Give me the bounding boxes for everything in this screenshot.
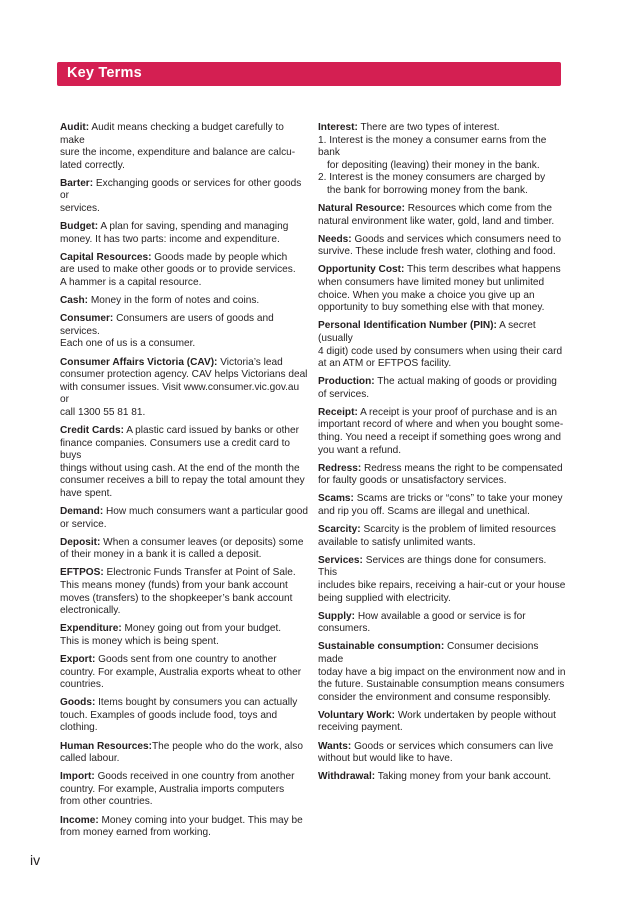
definition-text: when consumers have limited money but unlimited bbox=[318, 277, 545, 289]
glossary-term: Capital Resources: bbox=[60, 251, 152, 263]
definition-text: the future. Sustainable consumption means consumers bbox=[318, 679, 565, 691]
definition-text: Items bought by consumers you can actually bbox=[95, 697, 298, 709]
definition-text: This term describes what happens bbox=[404, 264, 561, 276]
definition-text: A hammer is a capital resource. bbox=[60, 277, 202, 289]
entry-line bbox=[318, 493, 566, 506]
definition-text: at an ATM or EFTPOS facility. bbox=[318, 358, 452, 370]
entry-line bbox=[60, 438, 310, 463]
entry-line bbox=[60, 667, 310, 680]
entry-line bbox=[318, 475, 566, 488]
glossary-right-column bbox=[318, 122, 566, 789]
entry-line bbox=[60, 815, 310, 828]
definition-text: money. It has two parts: income and expenditure. bbox=[60, 233, 280, 245]
entry-line bbox=[60, 697, 310, 710]
definition-text: electronically. bbox=[60, 605, 121, 617]
entry-line bbox=[60, 593, 310, 606]
glossary-term: Human Resources: bbox=[60, 740, 152, 752]
entry-line bbox=[60, 488, 310, 501]
definition-text: sure the income, expenditure and balance are calcu- bbox=[60, 147, 296, 159]
entry-line bbox=[60, 295, 310, 308]
entry-line bbox=[60, 122, 310, 147]
glossary-entry bbox=[318, 641, 566, 704]
definition-text: consumer protection agency. CAV helps Victorians deal bbox=[60, 369, 308, 381]
definition-text: clothing. bbox=[60, 722, 98, 734]
glossary-entry bbox=[318, 463, 566, 488]
entry-line bbox=[318, 389, 566, 402]
glossary-term: Consumer: bbox=[60, 313, 114, 325]
definition-text: country. For example, Australia imports computers bbox=[60, 783, 285, 795]
definition-text: you want a refund. bbox=[318, 444, 402, 456]
definition-text: A plan for saving, spending and managing bbox=[98, 221, 289, 233]
definition-text: important record of where and when you bought some- bbox=[318, 419, 564, 431]
definition-text: Goods made by people which bbox=[151, 251, 288, 263]
glossary-term: Barter: bbox=[60, 177, 94, 189]
entry-line bbox=[60, 425, 310, 438]
glossary-entry bbox=[60, 221, 310, 246]
entry-line bbox=[60, 277, 310, 290]
entry-line bbox=[60, 654, 310, 667]
definition-text: This is money which is being spent. bbox=[60, 635, 219, 647]
definition-text: Redress means the right to be compensated bbox=[361, 462, 563, 474]
glossary-entry bbox=[60, 537, 310, 562]
entry-line bbox=[318, 264, 566, 277]
page-number: iv bbox=[30, 852, 41, 868]
glossary-term: Sustainable consumption: bbox=[318, 641, 445, 653]
definition-text: available to satisfy unlimited wants. bbox=[318, 536, 476, 548]
definition-text: touch. Examples of goods include food, toys and bbox=[60, 709, 278, 721]
definition-text: consumers. bbox=[318, 623, 371, 635]
definition-text: How available a good or service is for bbox=[355, 610, 526, 622]
definition-text: A secret (usually bbox=[318, 320, 536, 344]
definition-text: of services. bbox=[318, 388, 370, 400]
definition-text: includes bike repairs, receiving a hair-cut or your house bbox=[318, 580, 566, 591]
entry-line bbox=[60, 537, 310, 550]
entry-line bbox=[318, 771, 566, 784]
entry-line bbox=[60, 549, 310, 562]
entry-line bbox=[318, 679, 566, 692]
glossary-term: Export: bbox=[60, 653, 96, 665]
entry-line bbox=[60, 753, 310, 766]
glossary-entry bbox=[60, 654, 310, 692]
definition-text: with consumer issues. Visit www.consumer.vic.gov.au or bbox=[60, 381, 300, 406]
definition-text: and rip you off. Scams are illegal and unethical. bbox=[318, 506, 530, 518]
definition-text: services. bbox=[60, 203, 100, 215]
entry-line bbox=[318, 432, 566, 445]
glossary-term: Interest: bbox=[318, 122, 358, 133]
entry-line bbox=[318, 160, 566, 173]
entry-line bbox=[318, 346, 566, 359]
definition-text: call 1300 55 81 81. bbox=[60, 406, 146, 418]
glossary-term: Expenditure: bbox=[60, 623, 122, 635]
glossary-entry bbox=[318, 407, 566, 457]
glossary-term: Supply: bbox=[318, 610, 356, 622]
entry-line bbox=[60, 160, 310, 173]
entry-line bbox=[318, 216, 566, 229]
glossary-entry bbox=[318, 234, 566, 259]
entry-line bbox=[318, 203, 566, 216]
definition-text: consider the environment and consume responsibly. bbox=[318, 691, 551, 703]
glossary-term: Production: bbox=[318, 376, 375, 388]
glossary-entry bbox=[60, 295, 310, 308]
definition-text: Money coming into your budget. This may be bbox=[98, 814, 303, 826]
definition-text: consumer receives a bill to repay the total amount they bbox=[60, 475, 305, 487]
entry-line bbox=[60, 338, 310, 351]
entry-line bbox=[318, 641, 566, 666]
entry-line bbox=[318, 172, 566, 185]
entry-line bbox=[60, 605, 310, 618]
entry-line bbox=[60, 710, 310, 723]
glossary-entry bbox=[318, 555, 566, 605]
entry-line bbox=[318, 611, 566, 624]
entry-line bbox=[60, 463, 310, 476]
glossary-entry bbox=[60, 357, 310, 420]
glossary-entry bbox=[60, 815, 310, 840]
entry-line bbox=[318, 290, 566, 303]
entry-line bbox=[60, 506, 310, 519]
glossary-entry bbox=[318, 320, 566, 370]
entry-line bbox=[318, 445, 566, 458]
entry-line bbox=[318, 580, 566, 593]
entry-line bbox=[318, 234, 566, 247]
entry-line bbox=[60, 313, 310, 338]
entry-line bbox=[318, 722, 566, 735]
definition-text: Scams are tricks or “cons” to take your money bbox=[353, 493, 563, 505]
glossary-entry bbox=[318, 203, 566, 228]
entry-line bbox=[318, 277, 566, 290]
entry-line bbox=[60, 382, 310, 407]
entry-line bbox=[318, 753, 566, 766]
page-title: Key Terms bbox=[67, 65, 142, 81]
glossary-entry bbox=[60, 623, 310, 648]
entry-line bbox=[60, 679, 310, 692]
entry-line bbox=[318, 376, 566, 389]
definition-text: There are two types of interest. bbox=[357, 122, 500, 133]
entry-line bbox=[60, 636, 310, 649]
entry-line bbox=[60, 519, 310, 532]
definition-text: A receipt is your proof of purchase and is an bbox=[357, 406, 558, 418]
glossary-term: Personal Identification Number (PIN): bbox=[318, 320, 497, 332]
glossary-entry bbox=[60, 697, 310, 735]
glossary-term: Services: bbox=[318, 554, 363, 566]
entry-line bbox=[318, 741, 566, 754]
entry-line bbox=[60, 771, 310, 784]
definition-text: Money going out from your budget. bbox=[121, 623, 282, 635]
definition-text: moves (transfers) to the shopkeeper’s bank account bbox=[60, 592, 293, 604]
entry-line bbox=[60, 234, 310, 247]
glossary-term: Deposit: bbox=[60, 536, 101, 548]
definition-text: receiving payment. bbox=[318, 722, 403, 734]
definition-text: How much consumers want a particular good bbox=[103, 506, 308, 518]
entry-line bbox=[60, 203, 310, 216]
glossary-term: Wants: bbox=[318, 740, 352, 752]
definition-text: 2. Interest is the money consumers are charged by bbox=[318, 172, 546, 184]
glossary-term: Income: bbox=[60, 814, 99, 826]
entry-line bbox=[60, 580, 310, 593]
definition-text: from money earned from working. bbox=[60, 827, 211, 839]
glossary-term: Scams: bbox=[318, 493, 354, 505]
definition-text: Exchanging goods or services for other goods or bbox=[60, 177, 302, 202]
definition-text: from other countries. bbox=[60, 796, 153, 808]
definition-text: countries. bbox=[60, 679, 104, 691]
entry-line bbox=[60, 623, 310, 636]
entry-line bbox=[60, 796, 310, 809]
glossary-term: Demand: bbox=[60, 506, 104, 518]
definition-text: Taking money from your bank account. bbox=[375, 771, 552, 783]
definition-text: called labour. bbox=[60, 753, 120, 765]
glossary-term: Cash: bbox=[60, 295, 89, 307]
entry-line bbox=[318, 246, 566, 259]
glossary-entry bbox=[318, 741, 566, 766]
definition-text: choice. When you make a choice you give up an bbox=[318, 289, 535, 301]
entry-line bbox=[318, 524, 566, 537]
entry-line bbox=[318, 623, 566, 636]
definition-text: When a consumer leaves (or deposits) some bbox=[100, 536, 304, 548]
entry-line bbox=[318, 506, 566, 519]
definition-text: Work undertaken by people without bbox=[395, 709, 556, 721]
glossary-entry bbox=[60, 178, 310, 216]
glossary-entry bbox=[60, 122, 310, 172]
entry-line bbox=[318, 407, 566, 420]
glossary-entry bbox=[318, 710, 566, 735]
definition-text: finance companies. Consumers use a credit card to buys bbox=[60, 437, 291, 462]
definition-text: This means money (funds) from your bank account bbox=[60, 580, 288, 591]
glossary-entry bbox=[318, 493, 566, 518]
definition-text: A plastic card issued by banks or other bbox=[123, 424, 300, 436]
entry-line bbox=[60, 741, 310, 754]
entry-line bbox=[60, 252, 310, 265]
glossary-term: Voluntary Work: bbox=[318, 709, 396, 721]
entry-line bbox=[60, 567, 310, 580]
entry-line bbox=[318, 667, 566, 680]
entry-line bbox=[318, 593, 566, 606]
entry-line bbox=[60, 475, 310, 488]
entry-line bbox=[318, 463, 566, 476]
definition-text: 1. Interest is the money a consumer earns from the bank bbox=[318, 134, 547, 159]
definition-text: Goods and services which consumers need to bbox=[351, 233, 561, 245]
entry-line bbox=[60, 357, 310, 370]
glossary-term: Import: bbox=[60, 771, 95, 783]
glossary-entry bbox=[318, 524, 566, 549]
entry-line bbox=[318, 135, 566, 160]
definition-text: for faulty goods or unsatisfactory services. bbox=[318, 475, 507, 487]
glossary-entry bbox=[60, 313, 310, 351]
definition-text: Services are things done for consumers. This bbox=[318, 554, 547, 579]
entry-line bbox=[60, 221, 310, 234]
glossary-term: EFTPOS: bbox=[60, 567, 104, 579]
glossary-term: Consumer Affairs Victoria (CAV): bbox=[60, 356, 218, 368]
glossary-term: Opportunity Cost: bbox=[318, 264, 405, 276]
entry-line bbox=[318, 185, 566, 198]
entry-line bbox=[60, 827, 310, 840]
definition-text: of their money in a bank it is called a deposit. bbox=[60, 549, 262, 561]
entry-line bbox=[60, 369, 310, 382]
entry-line bbox=[60, 178, 310, 203]
glossary-term: Goods: bbox=[60, 697, 96, 709]
definition-text: 4 digit) code used by consumers when using their card bbox=[318, 345, 563, 357]
definition-text: things without using cash. At the end of the month the bbox=[60, 462, 300, 474]
definition-text: Victoria’s lead bbox=[217, 356, 283, 368]
entry-line bbox=[60, 407, 310, 420]
glossary-term: Audit: bbox=[60, 122, 90, 133]
definition-text: The actual making of goods or providing bbox=[374, 376, 557, 388]
definition-text: have spent. bbox=[60, 487, 113, 499]
glossary-entry bbox=[60, 252, 310, 290]
definition-text: for depositing (leaving) their money in the bank. bbox=[327, 159, 540, 171]
glossary-term: Scarcity: bbox=[318, 524, 361, 536]
glossary-entry bbox=[318, 611, 566, 636]
definition-text: thing. You need a receipt if something goes wrong and bbox=[318, 432, 561, 444]
definition-text: Goods received in one country from another bbox=[94, 771, 295, 783]
definition-text: without but would like to have. bbox=[318, 753, 453, 765]
glossary-term: Needs: bbox=[318, 233, 352, 245]
definition-text: Goods sent from one country to another bbox=[95, 653, 277, 665]
glossary-left-column bbox=[60, 122, 310, 845]
glossary-entry bbox=[60, 567, 310, 617]
entry-line bbox=[318, 320, 566, 345]
definition-text: Each one of us is a consumer. bbox=[60, 338, 196, 350]
definition-text: Money in the form of notes and coins. bbox=[88, 295, 260, 307]
definition-text: Audit means checking a budget carefully to make bbox=[60, 122, 284, 146]
glossary-entry bbox=[60, 506, 310, 531]
entry-line bbox=[60, 147, 310, 160]
definition-text: the bank for borrowing money from the bank. bbox=[327, 184, 528, 196]
definition-text: today have a big impact on the environment now and in bbox=[318, 666, 566, 678]
glossary-term: Redress: bbox=[318, 462, 362, 474]
entry-line bbox=[318, 537, 566, 550]
definition-text: or service. bbox=[60, 518, 107, 530]
glossary-entry bbox=[318, 122, 566, 198]
definition-text: The people who do the work, also bbox=[152, 740, 303, 752]
definition-text: survive. These include fresh water, clothing and food. bbox=[318, 246, 556, 258]
definition-text: are used to make other goods or to provide services. bbox=[60, 264, 296, 276]
definition-text: lated correctly. bbox=[60, 159, 125, 171]
entry-line bbox=[318, 692, 566, 705]
entry-line bbox=[60, 722, 310, 735]
glossary-entry bbox=[60, 741, 310, 766]
definition-text: Goods or services which consumers can live bbox=[351, 740, 554, 752]
glossary-entry bbox=[60, 771, 310, 809]
definition-text: Scarcity is the problem of limited resources bbox=[360, 524, 556, 536]
glossary-entry bbox=[318, 376, 566, 401]
entry-line bbox=[318, 302, 566, 315]
glossary-term: Receipt: bbox=[318, 406, 358, 418]
definition-text: Resources which come from the bbox=[404, 203, 552, 215]
definition-text: natural environment like water, gold, land and timber. bbox=[318, 215, 555, 227]
entry-line bbox=[318, 358, 566, 371]
definition-text: Electronic Funds Transfer at Point of Sale. bbox=[103, 567, 296, 579]
glossary-term: Withdrawal: bbox=[318, 771, 376, 783]
key-terms-banner bbox=[57, 62, 561, 86]
definition-text: Consumers are users of goods and services. bbox=[60, 313, 274, 337]
entry-line bbox=[318, 419, 566, 432]
entry-line bbox=[60, 784, 310, 797]
entry-line bbox=[318, 710, 566, 723]
glossary-entry bbox=[318, 264, 566, 314]
glossary-term: Credit Cards: bbox=[60, 424, 124, 436]
definition-text: country. For example, Australia exports wheat to other bbox=[60, 666, 302, 678]
glossary-term: Budget: bbox=[60, 221, 99, 233]
definition-text: Consumer decisions made bbox=[318, 641, 539, 665]
glossary-entry bbox=[318, 771, 566, 784]
entry-line bbox=[318, 555, 566, 580]
definition-text: being supplied with electricity. bbox=[318, 592, 451, 604]
entry-line bbox=[60, 264, 310, 277]
glossary-entry bbox=[60, 425, 310, 501]
glossary-term: Natural Resource: bbox=[318, 203, 405, 215]
entry-line bbox=[318, 122, 566, 135]
definition-text: opportunity to buy something else with that money. bbox=[318, 302, 545, 314]
